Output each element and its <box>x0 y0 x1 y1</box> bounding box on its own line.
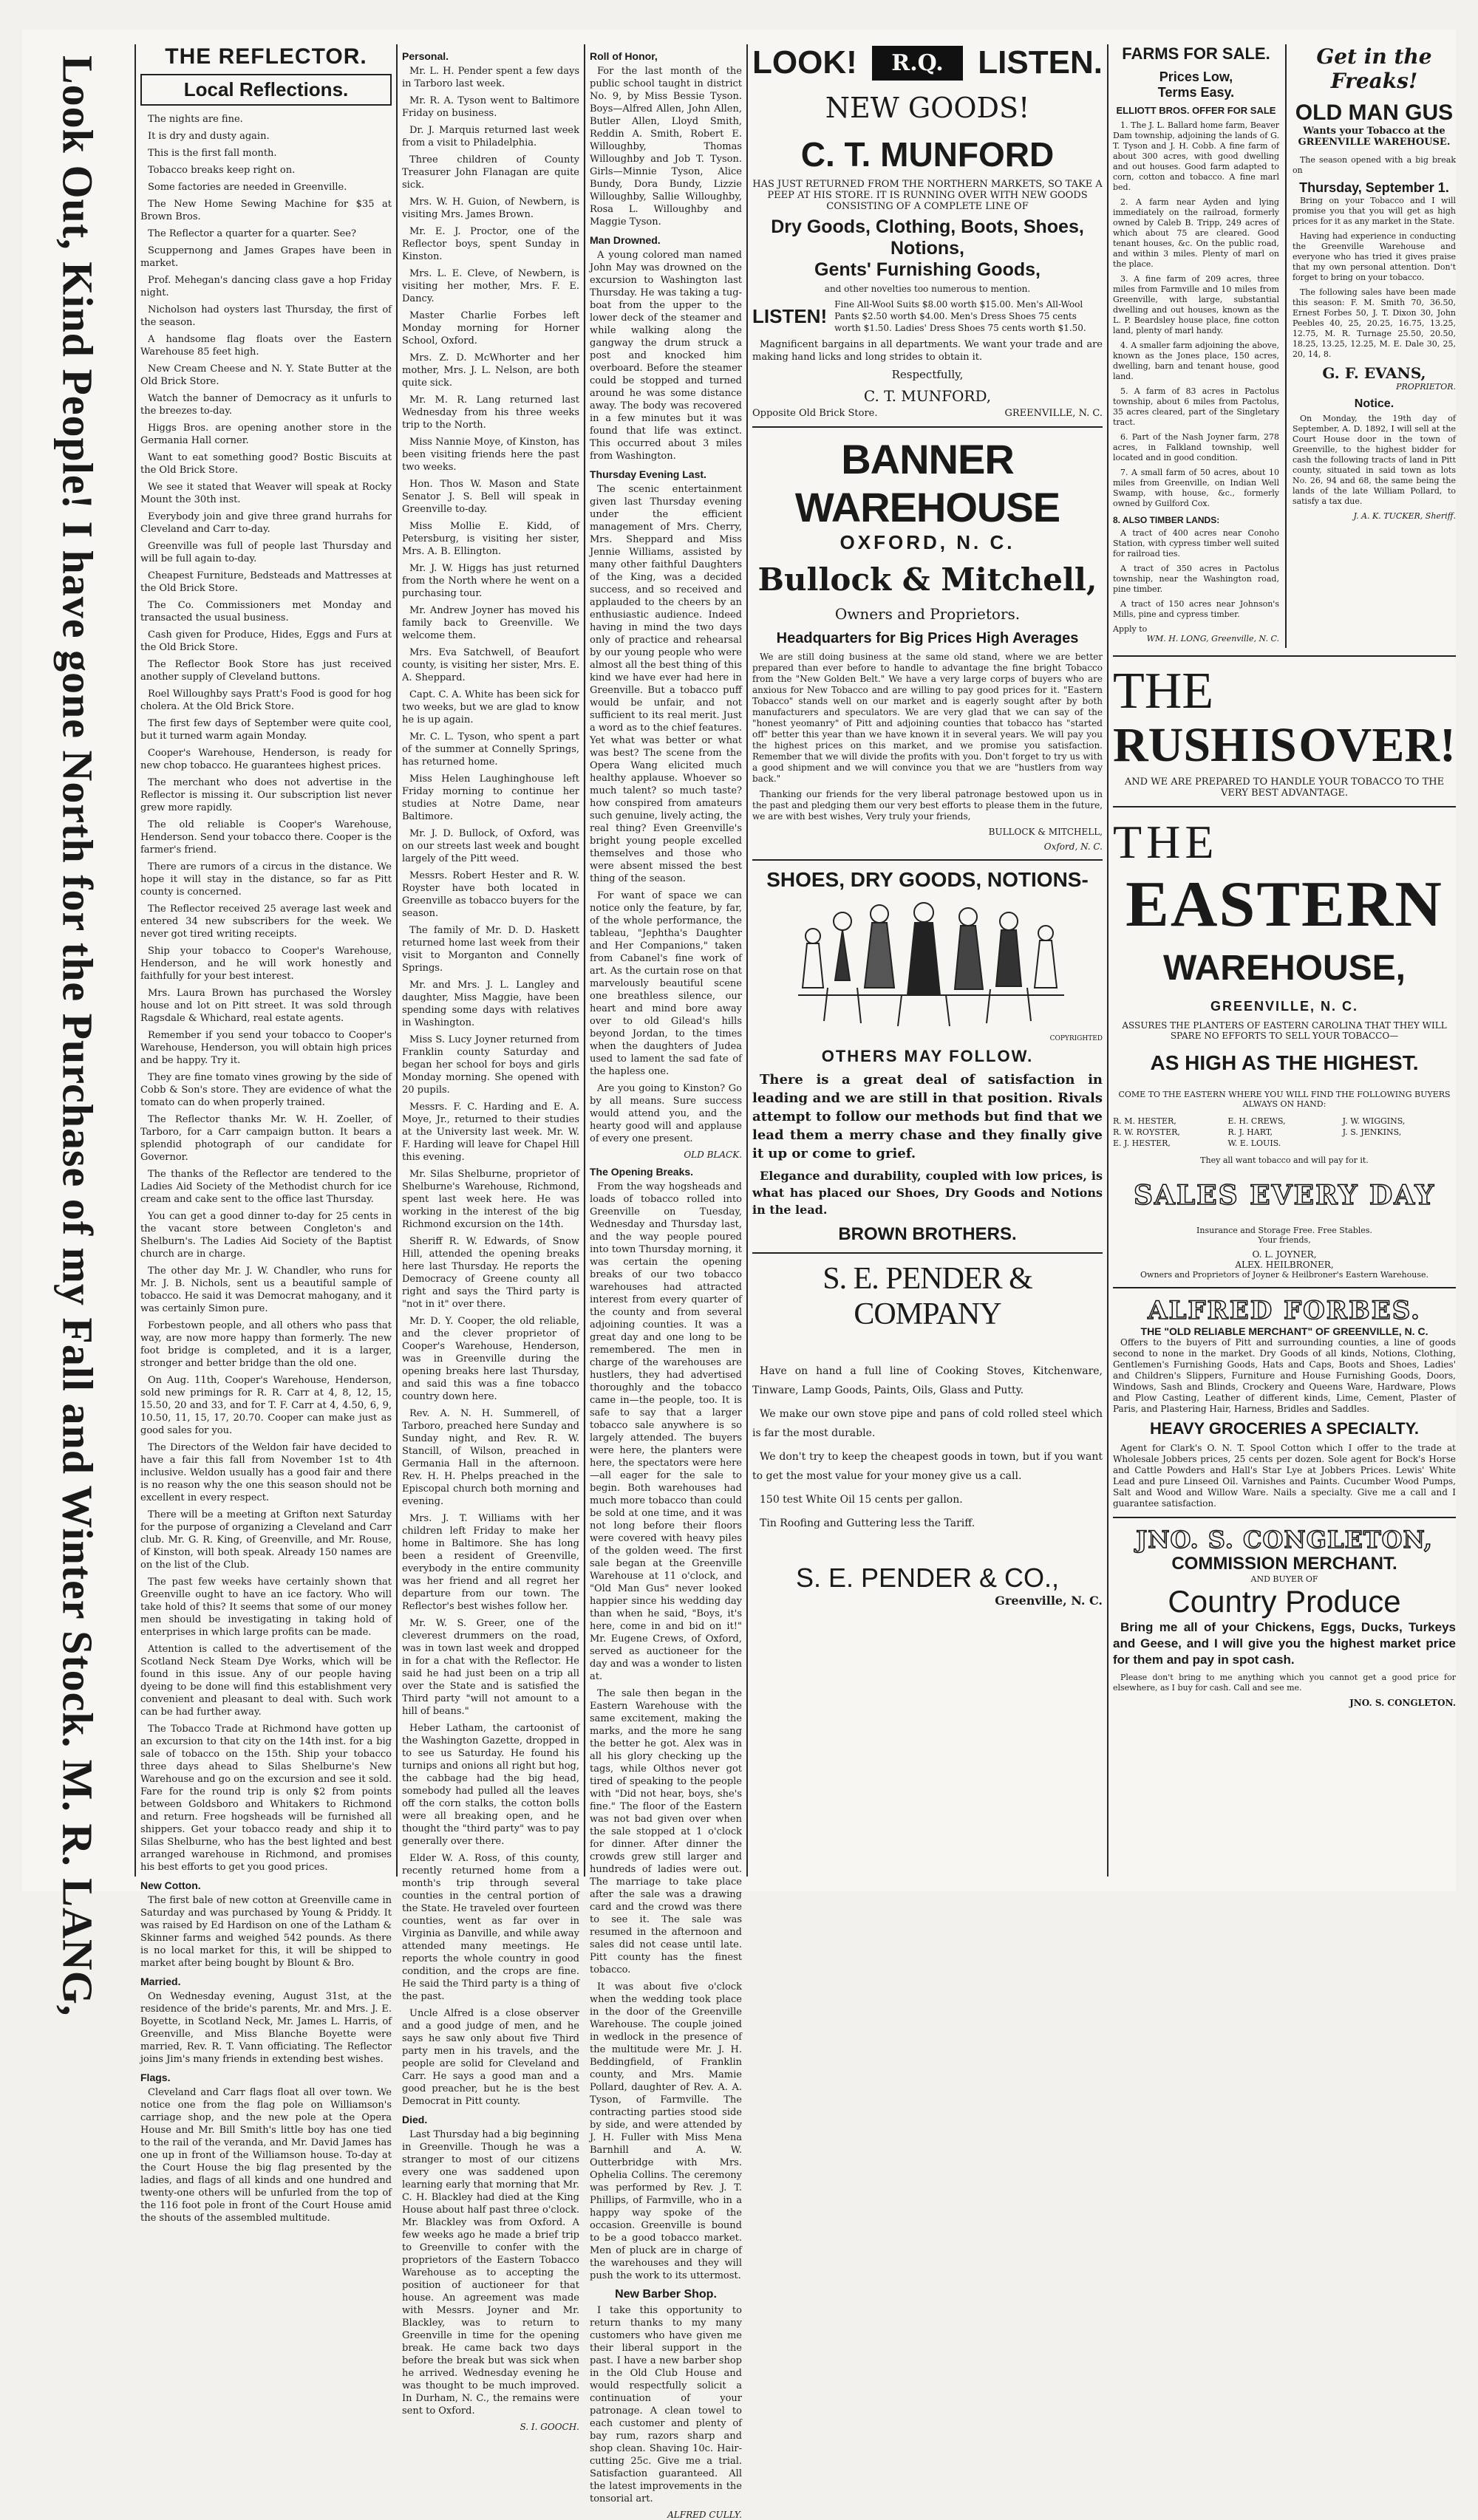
gus-para3: Having had experience in conducting the Greenville Warehouse and everyone who has tried it gives praise that my own personal attention. Don't forget to bring on your tobacco. <box>1292 231 1456 282</box>
local-item: Want to eat something good? Bostic Biscuits at the Old Brick Store. <box>140 452 392 476</box>
over-word: OVER! <box>1298 718 1456 772</box>
divider <box>1113 655 1456 657</box>
divider <box>1113 1517 1456 1518</box>
column-5 <box>1113 44 1456 1877</box>
personal-item: Miss Nannie Moye, of Kinston, has been visiting friends here the past two weeks. <box>402 437 579 473</box>
brown-brothers: BROWN BROTHERS. <box>838 1224 1017 1244</box>
personal-item: Messrs. Robert Hester and R. W. Royster have both located in Greenville as tobacco buyers for the season. <box>402 870 579 919</box>
pay-line: They all want tobacco and will pay for it. <box>1200 1155 1369 1165</box>
farms-ad <box>1113 44 1279 648</box>
local-item: The old reliable is Cooper's Warehouse, Henderson. Send your tobacco there. Cooper is the farmer's friend. <box>140 819 392 856</box>
personal-item: Mrs. L. E. Cleve, of Newbern, is visiting her mother, Mrs. F. E. Dancy. <box>402 268 579 304</box>
freaks-heading: Get in the Freaks! <box>1316 44 1432 93</box>
personal-item: Mr. Silas Shelburne, proprietor of Shelburne's Warehouse, Richmond, spent last week here. He was working in the interest of the big Richmond excursion on the 14th. <box>402 1169 579 1230</box>
country-produce: Country Produce <box>1168 1584 1401 1619</box>
gus-para4: The following sales have been made this season: F. M. Smith 70, 36.50, Ernest Forbes 50, J. T. Dixon 30, John Peebles 40, 25, 20.25, 16.75, 13.25, 12.75, M. R. Turnage 25.50, 20.50, 18.25, 13.25, 12.25, M. E. Dale 30, 25, 20, 14, 8. <box>1292 287 1456 359</box>
local-item: Forbestown people, and all others who pass that way, are now more happy than formerly. The new foot bridge is completed, and it is a larger, stronger and better bridge than the old one. <box>140 1320 392 1369</box>
personal-item: Mr. and Mrs. J. L. Langley and daughter, Miss Maggie, have been spending some days with relatives in Washington. <box>402 980 579 1028</box>
personal-item: Mr. D. Y. Cooper, the old reliable, and the clever proprietor of Cooper's Warehouse, Henderson, was in Greenville during the opening breaks here last Thursday, and said this was a fine tobacco country down here. <box>402 1316 579 1402</box>
notice-heading: Notice. <box>1354 397 1394 410</box>
local-item: You can get a good dinner to-day for 25 cents in the vacant store between Congleton's and Shelburn's. The Ladies Aid Society of the Baptist church are in charge. <box>140 1211 392 1260</box>
personal-item: Mrs. J. T. Williams with her children left Friday to make her home in Baltimore. She has long been a resident of Greenville, everybody in the entire community was her friend and all regret her departure from our town. The Reflector's best wishes follow her. <box>402 1513 579 1612</box>
vertical-banner-text: Look Out, Kind People! I have gone North for the Purchase of my Fall and Winter Stock. M. R. LANG, <box>53 55 102 2017</box>
buyers-list <box>1113 1116 1456 1148</box>
flags-para: Cleveland and Carr flags float all over town. We notice one from the flag pole on Williamson's carriage shop, and the new pole at the Opera House and Mr. Bill Smith's little boy has one tied to the rail of the veranda, and Mr. David James has one up in front of the Williamson house. To-day at the Court House the big flag presented by the ladies, and flags of all kinds and one hundred and twenty-one others will be unfurled from the top of the 116 foot pole in front of the Court House amid the shouts of the assembled multitude. <box>140 2087 392 2224</box>
buyer-name: E. J. HESTER, <box>1113 1138 1171 1148</box>
barber-title: New Barber Shop. <box>615 2288 717 2301</box>
divider <box>752 426 1103 428</box>
assures: ASSURES THE PLANTERS OF EASTERN CAROLINA THAT THEY WILL SPARE NO EFFORTS TO SELL YOUR TOBACCO— <box>1122 1020 1447 1041</box>
gus-para: The season opened with a big break on <box>1292 155 1456 175</box>
buyer-name: R. M. HESTER, <box>1113 1116 1176 1126</box>
warehouse-heading: WAREHOUSE, <box>1162 949 1406 988</box>
gus-role: PROPRIETOR. <box>1396 382 1456 392</box>
local-item: The other day Mr. J. W. Chandler, who runs for Mr. J. B. Nichols, sent us a beautiful sample of tobacco. He said it was Democrat mahogany, and it was certainly Simon pure. <box>140 1266 392 1314</box>
signature: S. I. GOOCH. <box>520 2422 579 2432</box>
local-item: The thanks of the Reflector are tendered to the Ladies Aid Society of the Methodist church for ice cream and cake sent to the office last Thursday. <box>140 1169 392 1205</box>
local-item: They are fine tomato vines growing by the side of Cobb & Son's store. They are evidence of what the tomato can do when properly trained. <box>140 1072 392 1108</box>
local-item: The New Home Sewing Machine for $35 at Brown Bros. <box>140 199 392 222</box>
elegance-para: Elegance and durability, coupled with low prices, is what has placed our Shoes, Dry Goods and Notions in the lead. <box>752 1169 1103 1217</box>
column-3 <box>590 44 742 2520</box>
barber-para: I take this opportunity to return thanks to my many customers who have given me their liberal support in the past. I have a new barber shop in the Old Club House and would respectfully solicit a continuation of your patronage. A clean towel to each customer and plenty of bay rum, razors sharp and shop clean. Shaving 10c. Hair-cutting 25c. Give me a trial. Satisfaction guaranteed. All the latest improvements in the tonsorial art. <box>590 2305 742 2504</box>
produce-para: Bring me all of your Chickens, Eggs, Ducks, Turkeys and Geese, and I will give you the highest market price for them and pay in spot cash. <box>1113 1620 1456 1667</box>
newspaper-page <box>22 30 1456 2520</box>
pender-signature: S. E. PENDER & CO., <box>795 1563 1060 1593</box>
local-item: Some factories are needed in Greenville. <box>148 182 347 193</box>
pender-line2: We make our own stove pipe and pans of cold rolled steel which is far the most durable. <box>752 1408 1103 1439</box>
buyer-name: R. J. HART, <box>1227 1127 1273 1137</box>
gus-sub: Wants your Tobacco at the GREENVILLE WAREHOUSE. <box>1298 126 1451 148</box>
whence-para: Are you going to Kinston? Go by all means. Sure success would attend you, and the hearty good will and applause of every one present. <box>590 1083 742 1144</box>
flags-title: Flags. <box>140 2072 171 2083</box>
died-title: Died. <box>402 2114 428 2125</box>
personal-item: Sheriff R. W. Edwards, of Snow Hill, attended the opening breaks here last Thursday. He reports the Democracy of Greene county all right and says the Third party is "not in it" over there. <box>402 1236 579 1310</box>
local-item: Higgs Bros. are opening another store in the Germania Hall corner. <box>140 423 392 446</box>
cotton-para: The first bale of new cotton at Greenville came in Saturday and was purchased by Young & Priddy. It was raised by Ed Hardison on one of the Latham & Skinner farms and weighed 542 pounds. As there is no local market for this, it will be shipped to market after being bought by Blount & Bro. <box>140 1895 392 1969</box>
vertical-banner <box>22 44 133 2017</box>
personal-item: Miss Helen Laughinghouse left Friday morning to continue her studies at Notre Dame, near Baltimore. <box>402 774 579 822</box>
thursday-para: The scenic entertainment given last Thursday evening under the efficient management of Mrs. Cherry, Mrs. Sheppard and Miss Jennie Williams, assisted by many other faithful Daughters of the King, was a decided success, and so received and applauded to the cheers by an enthusiastic audience. Indeed having in mind the two days only of practice and rehearsal by our young people who were almost all the best thing of this kind we have ever had here in Greenville. But a tobacco puff would be unfair, and not sufficient to its real merit. Just a word as to the chief features. Yet what was better or what was best? The scene from the Opera Wang elicited much healthy applause. Whoever so much talent? so much taste? how conspired from amateurs such genuine, lively acting, the real thing? Even Greenville's bright young people excelled themselves and those who were absent missed the best thing of the season. <box>590 484 742 884</box>
cotton-title: New Cotton. <box>140 1879 201 1891</box>
notice-signature: J. A. K. TUCKER, Sheriff. <box>1353 511 1456 521</box>
local-item: The nights are fine. <box>148 114 243 125</box>
column-rule <box>746 44 748 1877</box>
heavy-groceries: HEAVY GROCERIES A SPECIALTY. <box>1150 1419 1419 1438</box>
gus-ad <box>1293 44 1456 648</box>
terms-easy: Terms Easy. <box>1157 85 1235 100</box>
headquarters: Headquarters for Big Prices High Averages <box>776 630 1079 646</box>
personal-item: Mrs. Z. D. McWhorter and her mother, Mrs. J. L. Nelson, are both quite sick. <box>402 352 579 389</box>
column-2 <box>402 44 579 2432</box>
produce-note: Please don't bring to me anything which you cannot get a good price for elsewhere, as I buy for cash. Call and see me. <box>1113 1673 1456 1693</box>
insurance: Insurance and Storage Free. Free Stables. <box>1196 1226 1372 1235</box>
local-item: The past few weeks have certainly shown that Greenville ought to have an ice factory. Who will take hold of this? It seems that some of our money men should be investigating in taking hold of enterprises in which large profits can be made. <box>140 1577 392 1638</box>
new-goods-heading: NEW GOODS! <box>825 92 1030 124</box>
local-item: Ship your tobacco to Cooper's Warehouse, Henderson, and he will work honestly and faithfully for your best interest. <box>140 946 392 982</box>
high-as-highest: AS HIGH AS THE HIGHEST. <box>1150 1051 1419 1074</box>
timber-item: A tract of 150 acres near Johnson's Mills, pine and cypress timber. <box>1113 599 1279 619</box>
farm-item: 2. A farm near Ayden and lying immediately on the railroad, formerly owned by Caleb B. Tripp, 249 acres of which about 75 are cleared. Good tenant houses, &c. On the public road, and within 3 miles. Plenty of marl on the place. <box>1113 197 1279 269</box>
farms-heading: FARMS FOR SALE. <box>1122 44 1270 63</box>
column-rule <box>134 44 136 1877</box>
listen2: LISTEN! <box>752 304 828 327</box>
drowned-para: A young colored man named John May was drowned on the excursion to Washington last Thursday. He was taking a tug-boat from the upper to the lower deck of the steamer and while walking along the gangway the drum struck a post and knocked him overboard. Before the steamer could be stopped and turned around he was some distance away. The body was recovered in a few minutes but it was found that life was extinct. This occurred about 3 miles from Washington. <box>590 250 742 462</box>
rush-the: THE <box>1113 663 1214 720</box>
local-item: The Co. Commissioners met Monday and transacted the usual business. <box>140 600 392 624</box>
drowned-title: Man Drowned. <box>590 234 661 246</box>
local-item: Nicholson had oysters last Thursday, the first of the season. <box>140 304 392 328</box>
buyer-name: J. W. WIGGINS, <box>1342 1116 1406 1126</box>
copyright-mark: COPYRIGHTED <box>1049 1035 1103 1042</box>
about-para: It was about five o'clock when the wedding took place in the door of the Greenville Warehouse. The couple joined in wedlock in the presence of the multitude were Mr. J. H. Beddingfield, of Franklin county, and Mrs. Mamie Pollard, daughter of Rev. A. A. Tyson, of Farmville. The contracting parties stood side by side, and were attended by J. H. Fuller with Miss Mena Barnhill and A. W. Outterbridge with Mrs. Ophelia Collins. The ceremony was performed by Rev. J. T. Phillips, of Farmville, who in a happy way spoke of the occasion. Greenville is bound to be a good tobacco market. Men of pluck are in charge of the warehouses and they will push the work to its uttermost. <box>590 1981 742 2281</box>
breaks-title: The Opening Breaks. <box>590 1166 694 1178</box>
personal-item: Mrs. W. H. Guion, of Newbern, is visiting Mrs. James Brown. <box>402 197 579 220</box>
local-item: The Reflector received 25 average last week and entered 34 new subscribers for the week. We never got tired writing receipts. <box>140 904 392 940</box>
died-para: Last Thursday had a big beginning in Greenville. Though he was a stranger to most of our citizens every one was saddened upon learning early that morning that Mr. C. H. Blackley had died at the King House about half past three o'clock. Mr. Blackley was from Oxford. A few weeks ago he made a brief trip to Greenville to confer with the proprietors of the Eastern Tobacco Warehouse as to accepting the position of auctioneer for that house. An agreement was made with Messrs. Joyner and Mr. Blackley, was to return to Greenville in time for the opening break. He came back two days before the break but was sick when he arrived. Wednesday evening he was thought to be much improved. In Durham, N. C., the remains were sent to Oxford. <box>402 2129 579 2417</box>
pender-line5: Tin Roofing and Guttering less the Tariff. <box>760 1517 975 1529</box>
eastern-place: GREENVILLE, N. C. <box>1210 999 1359 1014</box>
banner-warehouse-title: BANNER WAREHOUSE <box>794 436 1060 530</box>
personal-item: Dr. J. Marquis returned last week from a visit to Philadelphia. <box>402 125 579 148</box>
owners-proprietors: Owners and Proprietors. <box>834 605 1021 623</box>
column-1 <box>140 44 392 2224</box>
personal-item: Mr. Andrew Joyner has moved his family back to Greenville. We welcome them. <box>402 605 579 641</box>
banner-place: Oxford, N. C. <box>1043 841 1103 852</box>
personal-item: Mr. E. J. Proctor, one of the Reflector boys, spent Sunday in Kinston. <box>402 226 579 262</box>
married-para: On Wednesday evening, August 31st, at the residence of the bride's parents, Mr. and Mrs. J. E. Boyette, in Scotland Neck, Mr. James L. Harris, of Greenville, and Miss Blanche Boyette were married, Rev. R. T. Vann officiating. The Reflector joins Jim's many friends in extending best wishes. <box>140 1991 392 2065</box>
farm-item: 4. A smaller farm adjoining the above, known as the Jones place, 150 acres, dwelling, barn and tenant house, good land. <box>1113 341 1279 381</box>
personal-item: Mr. R. A. Tyson went to Baltimore Friday on business. <box>402 95 579 119</box>
personal-item: Heber Latham, the cartoonist of the Washington Gazette, dropped in to see us Saturday. He found his turnips and onions all right but hog, the cabbage had the big head, somebody had pulled all the leaves off the corn stalks, the cotton bolls were all breaking open, and he thought the "third party" was to pay generally over there. <box>402 1723 579 1847</box>
shoes-heading: SHOES, DRY GOODS, NOTIONS- <box>766 868 1089 891</box>
personal-item: The family of Mr. D. D. Haskett returned home last week from their visit to Morganton and Connelly Springs. <box>402 925 579 974</box>
married-title: Married. <box>140 1976 181 1987</box>
badge: R.Q. <box>872 46 962 81</box>
eastern-the: THE <box>1113 816 1219 868</box>
rush-is-over <box>1113 719 1456 772</box>
personal-item: Rev. A. N. H. Summerell, of Tarboro, preached here Sunday and Sunday night, and Rev. R. W. Stancill, of Wilson, preached in Germania Hall in the afternoon. Rev. H. H. Phelps preached in the Episcopal church both morning and evening. <box>402 1408 579 1507</box>
breaks-para: From the way hogsheads and loads of tobacco rolled into Greenville on Tuesday, Wednesday and Thursday last, and the way people poured into town Thursday morning, it was certain the opening breaks of our two tobacco warehouses had attracted interest from every quarter of the county and from several adjoining counties. It was a great day and one long to be remembered. The men in charge of the warehouses are hustlers, they had advertised thoroughly and the tobacco came in—the people, too. It is safe to say that a larger tobacco sale anywhere is so largely attended. The buyers were here, the planters were here, the spectators were here—all eager for the sale to begin. Both warehouses had much more tobacco than could be sold at one time, and it was not long before their floors were covered with heavy piles of the golden weed. The first sale began at the Greenville Warehouse at 11 o'clock, and "Old Man Gus" never looked happier since his wedding day than when he said, "Boys, it's here, come in and bid on it!" Mr. Eugene Crews, of Oxford, served as auctioneer for the day and was a wonder to listen at. <box>590 1181 742 1682</box>
forbes-sub: THE "OLD RELIABLE MERCHANT" OF GREENVILLE, N. C. <box>1140 1325 1428 1337</box>
local-item: Tobacco breaks keep right on. <box>148 165 296 176</box>
gus-heading: OLD MAN GUS <box>1295 100 1454 125</box>
local-item: Greenville was full of people last Thursday and will be full again to-day. <box>140 541 392 564</box>
local-item: New Cream Cheese and N. Y. State Butter at the Old Brick Store. <box>140 363 392 387</box>
sales-every-day: SALES EVERY DAY <box>1133 1180 1436 1211</box>
signature: ALFRED CULLY. <box>667 2510 742 2520</box>
buyers-intro: COME TO THE EASTERN WHERE YOU WILL FIND THE FOLLOWING BUYERS ALWAYS ON HAND: <box>1118 1090 1451 1109</box>
rush-word: RUSH <box>1113 718 1249 772</box>
buyer-name: E. H. CREWS, <box>1227 1116 1286 1126</box>
eastern-owners: Owners and Proprietors of Joyner & Heilbroner's Eastern Warehouse. <box>1140 1270 1428 1280</box>
eastern-sig2: ALEX. HEILBRONER, <box>1235 1260 1334 1270</box>
munford-line2: Gents' Furnishing Goods, <box>814 259 1041 280</box>
others-para: There is a great deal of satisfaction in leading and we are still in that position. Rivals attempt to follow our methods but find that we lead them a merry chase and they finally give it up or come to grief. <box>752 1072 1103 1161</box>
buyer-name: R. W. ROYSTER, <box>1113 1127 1180 1137</box>
munford-name: C. T. MUNFORD <box>800 135 1055 174</box>
masthead: THE REFLECTOR. <box>165 44 367 69</box>
local-item: Scuppernong and James Grapes have been in market. <box>140 245 392 269</box>
divider <box>1113 806 1456 807</box>
look-listen-header <box>752 44 1103 81</box>
banner-thanks: Thanking our friends for the very liberal patronage bestowed upon us in the past and pledging them our very best efforts to please them in the future, we are with best wishes, Very truly your friends, <box>752 789 1103 822</box>
section-heading: Local Reflections. <box>140 74 392 106</box>
local-item: Remember if you send your tobacco to Cooper's Warehouse, Henderson, you will obtain high prices and be happy. Try it. <box>140 1030 392 1066</box>
local-item: A handsome flag floats over the Eastern Warehouse 85 feet high. <box>140 334 392 358</box>
munford-footer <box>752 408 1103 419</box>
thursday-title: Thursday Evening Last. <box>590 468 706 480</box>
local-item: Everybody join and give three grand hurrahs for Cleveland and Carr to-day. <box>140 511 392 535</box>
local-item: Roel Willoughby says Pratt's Food is good for hog cholera. At the Old Brick Store. <box>140 689 392 712</box>
local-item: Attention is called to the advertisement of the Scotland Neck Steam Dye Works, which will be found in this issue. Any of our people having dyeing to be done will find this establishment very convenient and pleasant to deal with. Such work can be had further away. <box>140 1644 392 1718</box>
congleton-heading: JNO. S. CONGLETON, <box>1136 1526 1433 1554</box>
commission-merchant: COMMISSION MERCHANT. <box>1171 1554 1397 1574</box>
honor-title: Roll of Honor, <box>590 50 658 62</box>
local-item: We see it stated that Weaver will speak at Rocky Mount the 30th inst. <box>140 482 392 505</box>
farm-item: 6. Part of the Nash Joyner farm, 278 acres, in Falkland township, well located and in good condition. <box>1113 432 1279 462</box>
local-item: Cooper's Warehouse, Henderson, is ready for new chop tobacco. He guarantees highest prices. <box>140 748 392 771</box>
farm-item: 7. A small farm of 50 acres, about 10 miles from Greenville, on Indian Well Swamp, with house, &c., formerly owned by Guilford Cox. <box>1113 468 1279 508</box>
heavy-para: Agent for Clark's O. N. T. Spool Cotton which I offer to the trade at Wholesale Jobbers prices, 25 cents per dozen. Sole agent for Bock's Horse and Cattle Powders and Hall's Star Lye at Jobbers Prices. Lewis' White Lead and pure Linseed Oil. Varnishes and Paints. Cucumber Wood Pumps, Salt and Wood and Willow Ware. Nails a specialty. Give me a call and I guarantee satisfaction. <box>1113 1443 1456 1509</box>
local-item: Prof. Mehegan's dancing class gave a hop Friday night. <box>140 275 392 298</box>
sale-para: The sale then began in the Eastern Warehouse with the same excitement, making the marks, and the more he sang the better he got. Alex was in all his glory checking up the tags, while Olthos never got tired of speaking to the people with "Did not hear, boys, she's fine." The floor of the Eastern was not bad given over when the sale stopped at 1 o'clock for dinner. After dinner the crowds grew still larger and hundreds of ladies were out. The marriage to take place after the sale was a drawing card and the crowd was there to see it. The sale was resumed in the afternoon and sales did not cease until late. Pitt county has the finest tobacco. <box>590 1688 742 1976</box>
pender-line3: We don't try to keep the cheapest goods in town, but if you want to get the most value for your money give us a call. <box>752 1451 1103 1482</box>
personal-item: Mr. W. S. Greer, one of the cleverest drummers on the road, was in town last week and dropped in for a chat with the Reflector. He said he had just been on a trip all over the State and is satisfied the Third party "will not amount to a hill of beans." <box>402 1618 579 1717</box>
apply-to: Apply to <box>1113 624 1148 634</box>
farm-item: 5. A farm of 83 acres in Pactolus township, about 6 miles from Pactolus, 35 acres cleared, part of the Singletary tract. <box>1113 386 1279 427</box>
top-ads-row <box>1113 44 1456 648</box>
pender-line4: 150 test White Oil 15 cents per gallon. <box>760 1494 963 1506</box>
whoever-para: For want of space we can notice only the feature, by far, of the whole performance, the tableau, "Jephtha's Daughter and Her Companions," taken from Cabanel's fine work of art. As the curtain rose on that marvelously beautiful scene one breathless silence, our heart and mind bore away over to old Gilead's hills beyond Jordan, to the times when the daughters of Judea used to lament the sad fate of the hapless one. <box>590 890 742 1077</box>
your-friends: Your friends, <box>1258 1235 1311 1245</box>
local-item: This is the first fall month. <box>148 148 277 159</box>
local-item: It is dry and dusty again. <box>148 131 270 142</box>
personal-item: Miss S. Lucy Joyner returned from Franklin county Saturday and began her school for boys and girls Monday morning. She opened with 20 pupils. <box>402 1034 579 1096</box>
local-item: Cheapest Furniture, Bedsteads and Mattresses at the Old Brick Store. <box>140 570 392 594</box>
munford-prices <box>752 298 1103 334</box>
local-item: Watch the banner of Democracy as it unfurls to the breezes to-day. <box>140 393 392 417</box>
forbes-heading: ALFRED FORBES. <box>1148 1296 1421 1325</box>
personal-item: Mr. L. H. Pender spent a few days in Tarboro last week. <box>402 66 579 89</box>
is-word: IS <box>1250 718 1297 772</box>
local-item: The Tobacco Trade at Richmond have gotten up an excursion to that city on the 14th inst. for a big sale of tobacco on the 15th. Ship your tobacco three days ahead to Silas Shelburne's New Warehouse and go on the excursion and see it sold. Fare for the round trip is only $2 from points between Goldsboro and Whitakers to Richmond and return. Free hogsheads will be furnished all shippers. Get your tobacco ready and ship it to Silas Shelburne, who has the best lighted and best arranged warehouse in Richmond, and promises his best efforts to get you good prices. <box>140 1724 392 1873</box>
gus-signature: G. F. EVANS, <box>1322 364 1426 382</box>
local-item: There are rumors of a circus in the distance. We hope it will stay in the distance, so far as Pitt county is concerned. <box>140 861 392 898</box>
inner-rule <box>1285 44 1287 648</box>
signature: OLD BLACK. <box>684 1150 742 1160</box>
price-list: Fine All-Wool Suits $8.00 worth $15.00. Men's All-Wool Pants $2.50 worth $4.00. Men's Dress Shoes 75 cents worth $1.50. Ladies' Dress Shoes 75 cents worth $1.50. <box>834 299 1086 333</box>
listen-heading: LISTEN. <box>978 44 1103 81</box>
buyer-name: J. S. JENKINS, <box>1342 1127 1402 1137</box>
local-item: On Aug. 11th, Cooper's Warehouse, Henderson, sold new primings for R. R. Carr at 4, 8, 12, 15, 15.50, 20 and 33, and for T. F. Carr at 4, 4.50, 6, 9, 10.50, 11, 15, 17, 20.70. Cooper can make just as good sales for you. <box>140 1375 392 1436</box>
local-item: The first few days of September were quite cool, but it turned warm again Monday. <box>140 718 392 742</box>
notice-para: On Monday, the 19th day of September, A. D. 1892, I will sell at the Court House door in the town of Greenville, to the highest bidder for cash the following tracts of land in Pitt county, situated in said town as lots No. 26, 94 and 68, the same being the lands of the late William Pollard, to satisfy a tax due. <box>1292 414 1456 506</box>
personal-item: Miss Mollie E. Kidd, of Petersburg, is visiting her sister, Mrs. A. B. Ellington. <box>402 521 579 557</box>
pender-place: Greenville, N. C. <box>995 1594 1103 1608</box>
others-heading: OTHERS MAY FOLLOW. <box>821 1047 1034 1065</box>
local-items <box>140 113 392 1874</box>
long-signature: WM. H. LONG, Greenville, N. C. <box>1146 634 1279 643</box>
personal-item: Mr. C. L. Tyson, who spent a part of the summer at Connelly Springs, has returned home. <box>402 731 579 768</box>
buyer-name: W. E. LOUIS. <box>1227 1138 1281 1148</box>
local-item: The Reflector Book Store has just received another supply of Cleveland buttons. <box>140 659 392 683</box>
munford-place: GREENVILLE, N. C. <box>1004 408 1103 419</box>
column-4 <box>752 44 1103 1877</box>
bullock-mitchell: Bullock & Mitchell, <box>757 561 1097 598</box>
divider <box>1113 1287 1456 1288</box>
munford-sub: HAS JUST RETURNED FROM THE NORTHERN MARKETS, SO TAKE A PEEP AT HIS STORE. IT IS RUNNING OVER WITH NEW GOODS CONSISTING OF A COMPLETE LINE OF <box>752 179 1103 212</box>
elliott-bros: ELLIOTT BROS. OFFER FOR SALE <box>1116 105 1276 116</box>
local-item: There will be a meeting at Grifton next Saturday for the purpose of organizing a Cleveland and Carr club. Mr. G. R. King, of Greenville, and Mr. Rouse, of Kinston, will both speak. Already 150 names are on the list of the Club. <box>140 1509 392 1571</box>
congleton-signature: JNO. S. CONGLETON. <box>1349 1698 1456 1708</box>
pender-line1: Have on hand a full line of Cooking Stoves, Kitchenware, Tinware, Lamp Goods, Paints, Oils, Glass and Putty. <box>752 1365 1103 1396</box>
farm-list <box>1113 120 1279 509</box>
timber-item: A tract of 400 acres near Conoho Station, with cypress timber well suited for railroad ties. <box>1113 528 1279 559</box>
personal-item: Mr. J. D. Bullock, of Oxford, was on our streets last week and bought largely of the Pitt weed. <box>402 828 579 864</box>
forbes-para: Offers to the buyers of Pitt and surrounding counties, a line of goods second to none in the market. Dry Goods of all kinds, Notions, Clothing, Gentlemen's Furnishing Goods, Hats and Caps, Boots and Shoes, Ladies' and Children's Slippers, Furniture and House Furnishing Goods, Doors, Windows, Sash and Blinds, Crockery and Queens Ware, Hardware, Plows and Plow Casting, Leather of different kinds, Lime, Cement, Plaster of Paris, and Plastering Hair, Harness, Bridles and Saddles. <box>1113 1337 1456 1414</box>
bargains: Magnificent bargains in all departments. We want your trade and are making hand licks and long strides to obtain it. <box>752 339 1103 363</box>
column-rule <box>1107 44 1108 1877</box>
local-item: Mrs. Laura Brown has purchased the Worsley house and lot on Pitt street. It was sold through Ragsdale & Whichard, real estate agents. <box>140 988 392 1024</box>
crowd-illustration <box>752 892 1103 1032</box>
personal-items <box>402 65 579 2108</box>
rush-sub: AND WE ARE PREPARED TO HANDLE YOUR TOBACCO TO THE VERY BEST ADVANTAGE. <box>1124 776 1445 799</box>
divider <box>752 1252 1103 1254</box>
personal-item: Mrs. Eva Satchwell, of Beaufort county, is visiting her sister, Mrs. E. A. Sheppard. <box>402 647 579 683</box>
timber-item: A tract of 350 acres in Pactolus township, near the Washington road, pine timber. <box>1113 564 1279 594</box>
oxford: OXFORD, N. C. <box>840 531 1015 553</box>
local-item: The Directors of the Weldon fair have decided to have a fair this fall from November 1st to 4th inclusive. Weldon usually has a good fair and there is no reason why the one this season should not be excellent in every respect. <box>140 1442 392 1503</box>
personal-item: Uncle Alfred is a close observer and a good judge of men, and he says he saw only about five Third party men in his travels, and the people are solid for Cleveland and Carr. He says a good man and a good preacher, but he is the best Democrat in Pitt county. <box>402 2008 579 2107</box>
prices-low: Prices Low, <box>1159 69 1233 84</box>
banner-para: We are still doing business at the same old stand, where we are better prepared than ever before to handle to advantage the fine bright Tobacco from the "New Golden Belt." We have a very large corps of buyers who are anxious for New Tobacco and are willing to pay good prices for it. "Eastern Tobacco" stands well on our market and is eagerly sought after by both manufacturers and speculators. We are very glad that we can say of the "honest yeomanry" of Pitt and adjoining counties that tobacco has "started off" better this year than we have known it in several years. We will pay you the highest prices on this market, and we promise you satisfaction. Remember that we will divide the profits with you. Don't forget to try us with a good shipment and we will convince you that we are "hustlers from way back." <box>752 652 1103 784</box>
gus-date: Thursday, September 1. <box>1299 180 1449 195</box>
divider <box>752 859 1103 861</box>
timber-list <box>1113 528 1279 620</box>
personal-title: Personal. <box>402 50 449 62</box>
column-rule <box>584 44 585 1877</box>
local-item: The Reflector thanks Mr. W. H. Zoeller, of Tarboro, for a Carr campaign button. It bears a splendid photograph of our candidate for Governor. <box>140 1114 392 1163</box>
local-item: Cash given for Produce, Hides, Eggs and Furs at the Old Brick Store. <box>140 629 392 653</box>
timber-heading: 8. ALSO TIMBER LANDS: <box>1113 515 1220 525</box>
munford-signature: C. T. MUNFORD, <box>863 387 992 405</box>
pender-heading: S. E. PENDER & COMPANY <box>823 1262 1032 1331</box>
personal-item: Mr. J. W. Higgs has just returned from the North where he went on a purchasing tour. <box>402 563 579 599</box>
local-item: The Reflector a quarter for a quarter. See? <box>148 228 356 239</box>
honor-para: For the last month of the public school taught in district No. 9, by Miss Bessie Tyson. Boys—Alfred Allen, John Allen, Butler Allen, Lloyd Smith, Reddin A. Smith, Robert E. Willoughby, Thomas Willoughby and Job T. Tyson. Girls—Minnie Tyson, Alice Bundy, Dora Bundy, Lizzie Willoughby, Sallie Willoughby, Rosa L. Willoughby and Maggie Tyson. <box>590 66 742 228</box>
local-item: The merchant who does not advertise in the Reflector is missing it. Our subscription list never grew more rapidly. <box>140 777 392 813</box>
respectfully: Respectfully, <box>891 368 964 381</box>
personal-item: Messrs. F. C. Harding and E. A. Moye, Jr., returned to their studies at the University last week. Mr. W. F. Harding will leave for Chapel Hill this evening. <box>402 1102 579 1163</box>
eastern-sig1: O. L. JOYNER, <box>1252 1249 1317 1260</box>
gus-para2: Bring on your Tobacco and I will promise you that you will get as high prices for it as any market in the State. <box>1292 196 1456 226</box>
eastern-heading: EASTERN <box>1125 869 1443 940</box>
column-rule <box>396 44 398 1877</box>
munford-line1: Dry Goods, Clothing, Boots, Shoes, Notions, <box>771 216 1084 259</box>
munford-line3: and other novelties too numerous to mention. <box>824 284 1031 294</box>
buyer-of: AND BUYER OF <box>1250 1574 1318 1584</box>
farm-item: 3. A fine farm of 209 acres, three miles from Farmville and 10 miles from Greenville, with large, substantial dwelling and out houses, known as the L. P. Beardsley house place, fine cotton land, plenty of marl handy. <box>1113 274 1279 335</box>
personal-item: Mr. M. R. Lang returned last Wednesday from his three weeks trip to the North. <box>402 395 579 431</box>
personal-item: Capt. C. A. White has been sick for two weeks, but we are glad to know he is up again. <box>402 689 579 725</box>
banner-signature: BULLOCK & MITCHELL, <box>988 827 1103 837</box>
personal-item: Master Charlie Forbes left Monday morning for Horner School, Oxford. <box>402 310 579 346</box>
personal-item: Elder W. A. Ross, of this county, recently returned home from a month's trip through several counties in the central portion of the State. He traveled over fourteen counties, went as far over in Virginia as Danville, and while away attended many meetings. He reports the whole country in good condition, and the crops are fine. He said the Third party is a thing of the past. <box>402 1853 579 2002</box>
personal-item: Hon. Thos W. Mason and State Senator J. S. Bell will speak in Greenville to-day. <box>402 479 579 515</box>
farm-item: 1. The J. L. Ballard home farm, Beaver Dam township, adjoining the lands of G. T. Tyson and J. H. Cobb. A fine farm of about 300 acres, with good dwelling and out houses. Good farm adapted to corn, cotton and tobacco. A fine marl bed. <box>1113 120 1279 192</box>
look-heading: LOOK! <box>752 44 857 81</box>
munford-opposite: Opposite Old Brick Store. <box>752 408 878 419</box>
personal-item: Three children of County Treasurer John Flanagan are quite sick. <box>402 154 579 191</box>
